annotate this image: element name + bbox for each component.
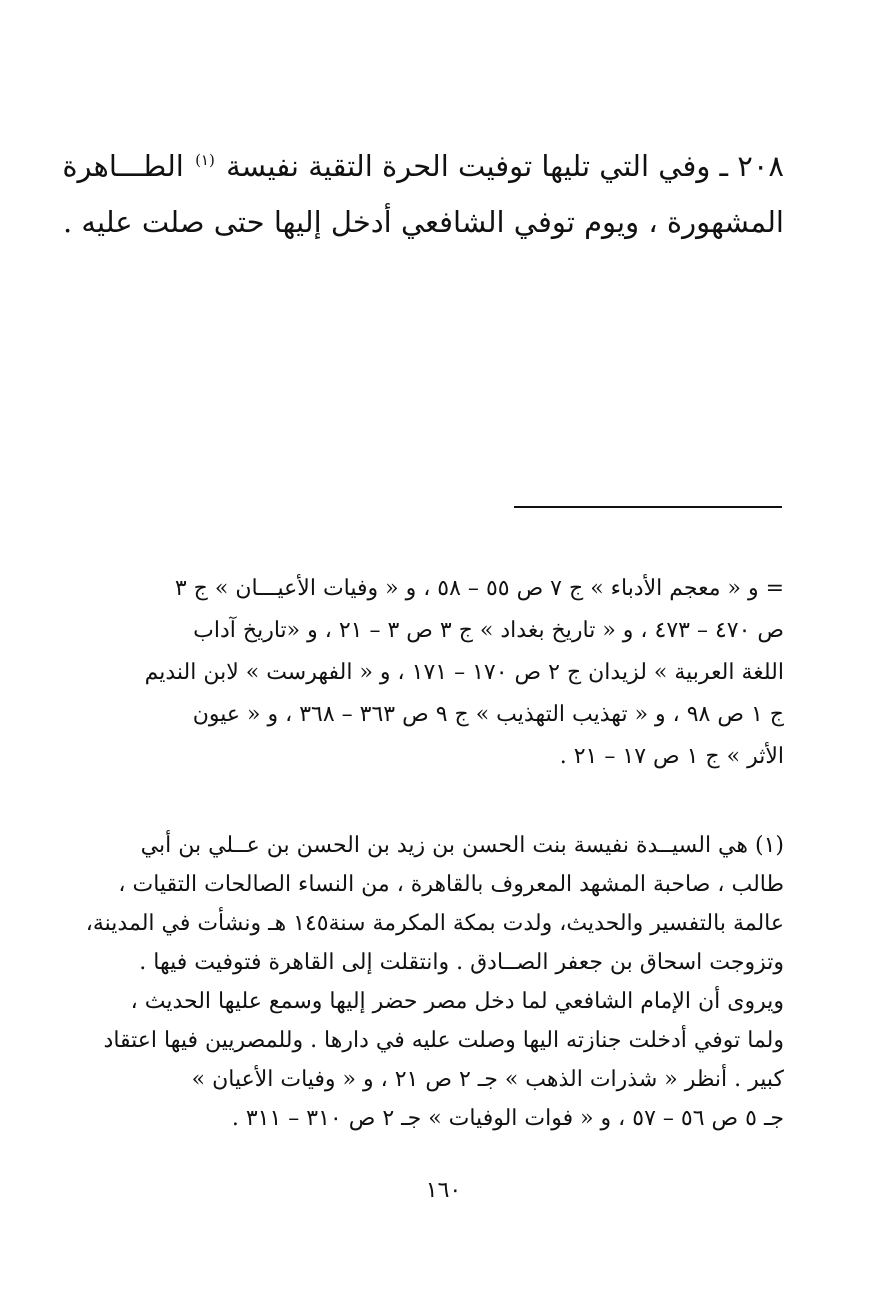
footnote-separator bbox=[514, 506, 782, 508]
footnote-line: (١) هي السيــدة نفيسة بنت الحسن بن زيد بن الحسن بن عــلي بن أبي bbox=[140, 833, 784, 858]
continued-notes bbox=[108, 568, 784, 778]
footnote-line: ويروى أن الإمام الشافعي لما دخل مصر حضر إليها وسمع عليها الحديث ، bbox=[130, 989, 784, 1014]
footnote-reference[interactable]: (١) bbox=[195, 151, 215, 170]
footnote-1 bbox=[85, 826, 784, 1138]
footnote-line: ولما توفي أدخلت جنازته اليها وصلت عليه في دارها . وللمصريين فيها اعتقاد bbox=[103, 1028, 784, 1053]
continued-note-line: ص ٤٧٠ – ٤٧٣ ، و « تاريخ بغداد » ج ٣ ص ٣ – ٢١ ، و «تاريخ آداب bbox=[193, 618, 784, 643]
footnote-line: وتزوجت اسحاق بن جعفر الصــادق . وانتقلت إلى القاهرة فتوفيت فيها . bbox=[139, 950, 784, 975]
continued-note-line: الأثر » ج ١ ص ١٧ – ٢١ . bbox=[559, 744, 784, 769]
footnote-line: كبير . أنظر « شذرات الذهب » جـ ٢ ص ٢١ ، و « وفيات الأعيان » bbox=[191, 1067, 784, 1092]
main-line-2: المشهورة ، ويوم توفي الشافعي أدخل إليها حتى صلت عليه . bbox=[62, 205, 784, 239]
continued-note-line: ج ١ ص ٩٨ ، و « تهذيب التهذيب » ج ٩ ص ٣٦٣ – ٣٦٨ ، و « عيون bbox=[192, 702, 784, 727]
entry-number: ٢٠٨ bbox=[737, 149, 784, 183]
footnote-line: طالب ، صاحبة المشهد المعروف بالقاهرة ، من النساء الصالحات التقيات ، bbox=[118, 872, 784, 897]
footnote-line: جـ ٥ ص ٥٦ – ٥٧ ، و « فوات الوفيات » جـ ٢ ص ٣١٠ – ٣١١ . bbox=[231, 1106, 784, 1131]
main-paragraph bbox=[62, 138, 784, 250]
page-number: ١٦٠ bbox=[425, 1178, 462, 1203]
continued-note-line: = و « معجم الأدباء » ج ٧ ص ٥٥ – ٥٨ ، و « وفيات الأعيـــان » ج ٣ bbox=[174, 576, 784, 601]
main-line-1: ٢٠٨ ـ وفي التي تليها توفيت الحرة التقية نفيسة $^{(١)}$ الطـــاهرة bbox=[62, 149, 784, 183]
continued-note-line: اللغة العربية » لزيدان ج ٢ ص ١٧٠ – ١٧١ ، و « الفهرست » لابن النديم bbox=[144, 660, 784, 685]
footnote-line: عالمة بالتفسير والحديث، ولدت بمكة المكرمة سنة١٤٥ هـ ونشأت في المدينة، bbox=[85, 911, 784, 936]
